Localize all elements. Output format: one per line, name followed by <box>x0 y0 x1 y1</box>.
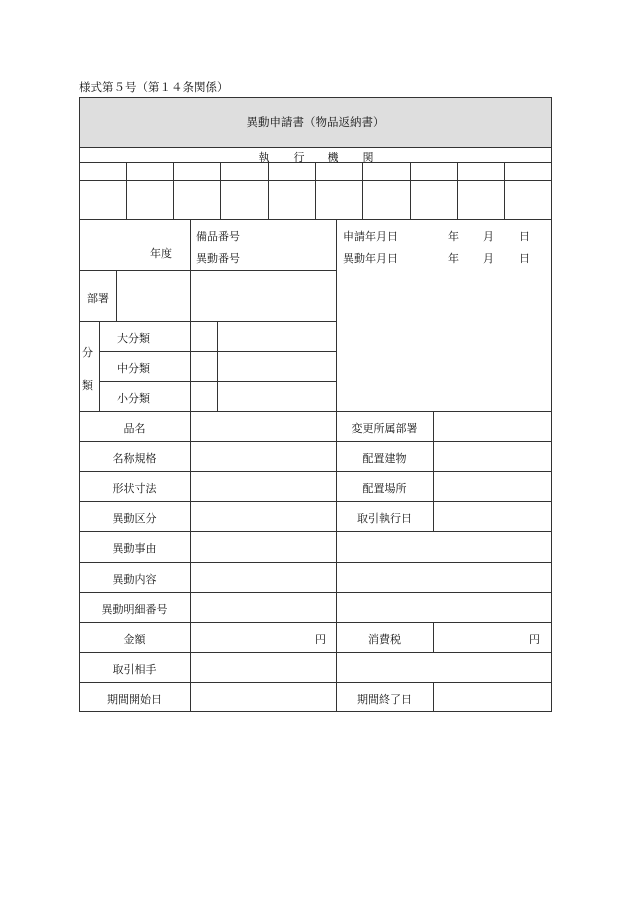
change-month-unit: 月 <box>483 252 494 265</box>
change-department-label: 変更所属部署 <box>351 422 418 435</box>
application-date-label: 申請年月日 <box>343 230 398 243</box>
form-number-label: 様式第５号（第１４条関係） <box>79 80 229 94</box>
change-year-unit: 年 <box>448 252 459 265</box>
exec-char-1: 執 <box>258 151 270 164</box>
location-label: 配置場所 <box>362 482 407 495</box>
trade-exec-date-label: 取引執行日 <box>357 512 412 525</box>
consumption-tax-label: 消費税 <box>368 633 401 646</box>
form-title: 異動申請書（物品返納書） <box>246 115 385 129</box>
change-reason-label: 異動事由 <box>112 542 157 555</box>
item-name-label: 品名 <box>123 422 146 435</box>
change-content-label: 異動内容 <box>112 573 157 586</box>
department-label: 部署 <box>87 292 109 305</box>
change-day-unit: 日 <box>519 252 530 265</box>
building-label: 配置建物 <box>362 452 407 465</box>
app-year-unit: 年 <box>448 230 459 243</box>
exec-char-2: 行 <box>293 151 305 164</box>
shape-size-label: 形状寸法 <box>112 482 157 495</box>
classification-char-2: 類 <box>82 379 93 392</box>
change-date-label: 異動年月日 <box>343 252 398 265</box>
change-number-label: 異動番号 <box>196 252 240 265</box>
large-category-label: 大分類 <box>117 332 150 345</box>
exec-char-3: 機 <box>327 151 339 164</box>
period-end-label: 期間終了日 <box>357 693 412 706</box>
amount-yen-unit: 円 <box>315 633 326 646</box>
classification-char-1: 分 <box>82 346 93 359</box>
app-day-unit: 日 <box>519 230 530 243</box>
detail-number-label: 異動明細番号 <box>101 603 168 616</box>
change-category-label: 異動区分 <box>112 512 157 525</box>
name-spec-label: 名称規格 <box>112 452 157 465</box>
amount-label: 金額 <box>123 633 146 646</box>
small-category-label: 小分類 <box>117 392 150 405</box>
fiscal-year-label: 年度 <box>150 247 172 260</box>
exec-char-4: 関 <box>362 151 374 164</box>
application-form <box>79 97 552 712</box>
middle-category-label: 中分類 <box>117 362 150 375</box>
asset-number-label: 備品番号 <box>196 230 240 243</box>
trade-partner-label: 取引相手 <box>112 663 157 676</box>
period-start-label: 期間開始日 <box>107 693 162 706</box>
tax-yen-unit: 円 <box>529 633 540 646</box>
app-month-unit: 月 <box>483 230 494 243</box>
